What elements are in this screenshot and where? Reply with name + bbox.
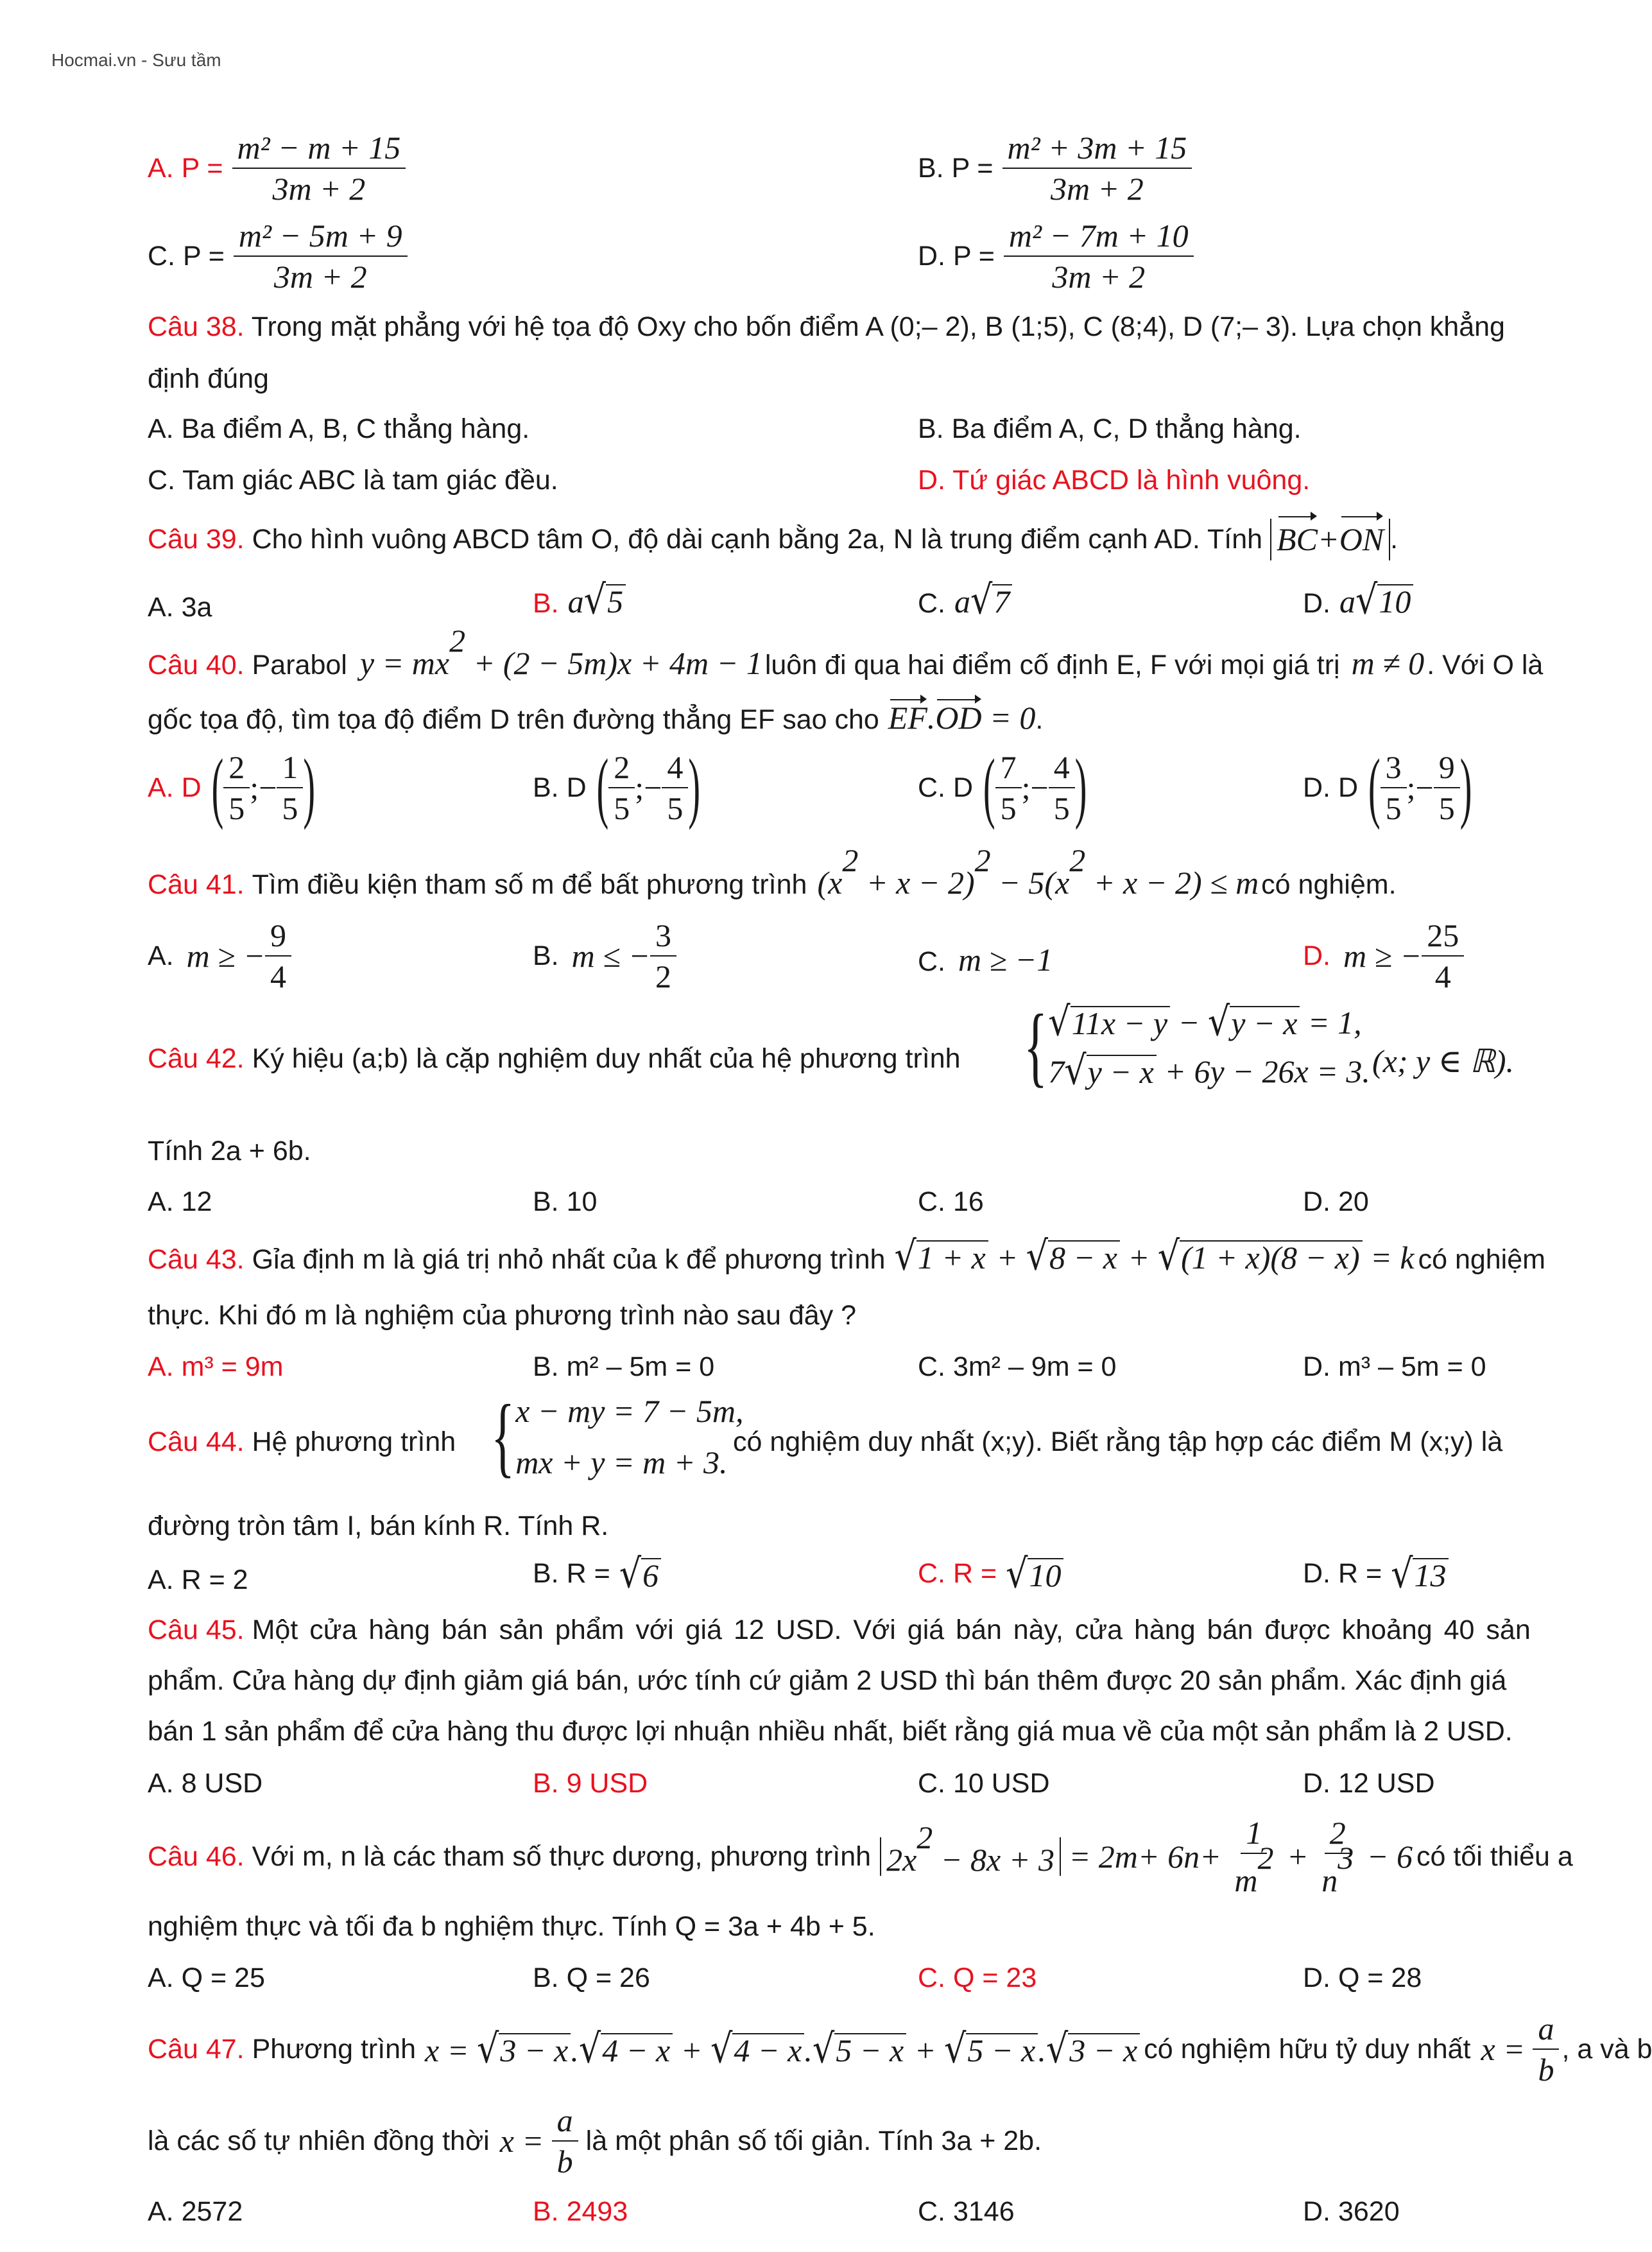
q40-c-y-den: 5 [1053,790,1070,826]
q39-b-radicand: 5 [606,584,626,618]
q40-c-y-num: 4 [1049,751,1075,788]
q40-option-d-label: D. D [1303,772,1358,803]
q44-option-c [918,1550,1063,1597]
q37-option-a [148,132,406,205]
q43-option-c: C. 3m² – 9m = 0 [918,1351,1117,1382]
q45-option-d: D. 12 USD [1303,1768,1435,1799]
q40-m-condition: m ≠ 0 [1351,645,1425,681]
q47-label: Câu 47. [148,2033,245,2065]
q39-line1: Câu 39. Cho hình vuông ABCD tâm O, độ dài cạnh bằng 2a, N là trung điểm cạnh AD. Tính BC+ON . [148,519,1398,560]
q41-b-num: 3 [650,919,676,957]
q38-option-b: B. Ba điểm A, C, D thẳng hàng. [918,413,1302,444]
q41-a-den: 4 [270,958,286,994]
q39-option-c-label: C. [918,588,945,619]
q44-text2: đường tròn tâm I, bán kính R. Tính R. [148,1511,609,1541]
q37-b-num: m² + 3m + 15 [1002,132,1192,169]
q41-option-a-label: A. [148,940,174,971]
q37-option-c-label: C. P = [148,240,225,272]
q40-d-y [1434,751,1460,824]
q43-text1b: có nghiệm [1418,1244,1545,1275]
q41-option-b: B. m ≤ − $\frac{3}{2}$ [533,919,676,992]
q47-option-c: C. 3146 [918,2196,1015,2227]
q39-label: Câu 39. [148,523,245,555]
q47-line1 [148,2011,1652,2088]
q41-option-a: A. m ≥ − $\frac{9}{4}$ [148,919,291,992]
q47-line2 [148,2104,1042,2178]
q37-option-b [918,132,1192,205]
q37-option-d [918,220,1194,293]
q40-a-x [223,751,250,824]
q40-option-c-label: C. D [918,772,973,803]
q39-option-c [918,576,1012,623]
q47-equation: x = √ 3 − x . √ 4 − x + √ 4 − x . √ 5 − x + √ 5 − x . √ 3 − x [425,2032,1140,2066]
q41-b-den: 2 [655,958,671,994]
q41-d-frac [1422,919,1464,992]
q41-option-d-label: D. [1303,940,1330,971]
q40-dot-product: EF.OD = 0 [888,700,1036,736]
q44-d-radicand: 13 [1413,1558,1449,1591]
q43-label: Câu 43. [148,1244,245,1275]
q40-c-x [995,751,1022,824]
q47-text1a: Phương trình [252,2033,417,2065]
q40-d-x-num: 3 [1381,751,1407,788]
q39-c-radical: √ 7 [970,583,1012,618]
q40-line2: gốc tọa độ, tìm tọa độ điểm D trên đường thẳng EF sao cho EF.OD = 0 . [148,700,1044,736]
q37-b-den: 3m + 2 [1050,171,1144,207]
q40-option-b: B. D ( $\frac{2}{5}$ ;− $\frac{4}{5}$ ) [533,743,701,832]
q42-brace: { [1024,996,1048,1096]
q38-label: Câu 38. [148,311,245,342]
q39-option-b [533,576,626,623]
q43-option-b: B. m² – 5m = 0 [533,1351,715,1382]
q37-option-c [148,220,408,293]
q47-text2a: là các số tự nhiên đồng thời [148,2125,490,2156]
q40-b-y-num: 4 [662,751,688,788]
page-header: Hocmai.vn - Sưu tầm [51,50,221,70]
q38-option-a: A. Ba điểm A, B, C thẳng hàng. [148,413,530,444]
q41-inequality: $(x^2 + x - 2)^2 - 5(x^2 + x - 2) \le m$ [817,842,1259,901]
q40-option-a: A. D ( $\frac{2}{5}$ ;− $\frac{1}{5}$ ) [148,743,316,832]
q44-option-c-label: C. R = [918,1558,997,1589]
q39-text: Cho hình vuông ABCD tâm O, độ dài cạnh bằng 2a, N là trung điểm cạnh AD. Tính [252,523,1263,555]
q41-text2: có nghiệm. [1261,869,1397,900]
q42-option-b: B. 10 [533,1186,598,1217]
q40-option-b-label: B. D [533,772,587,803]
q40-a-x-num: 2 [223,751,250,788]
q44-line1a [148,1428,456,1456]
q44-c-radical: √ 10 [1006,1557,1063,1591]
q45-option-b: B. 9 USD [533,1768,648,1799]
q44-system [481,1387,744,1486]
q47-text1c: , a và b [1562,2033,1652,2065]
q39-b-radical: √ 5 [584,583,626,618]
q39-b-a: a [567,584,584,619]
q42-option-c: C. 16 [918,1186,984,1217]
q40-line1 [148,623,1544,681]
q40-d-x [1381,751,1407,824]
q47-option-a: A. 2572 [148,2196,243,2227]
q39-d-a: a [1339,584,1355,619]
q39-c-a: a [954,584,970,619]
q40-a-y-num: 1 [277,751,303,788]
q40-text2: gốc tọa độ, tìm tọa độ điểm D trên đường thẳng EF sao cho [148,704,879,735]
q46-option-a: A. Q = 25 [148,1962,265,1993]
q38-line1 [148,313,1505,341]
q45-text3: bán 1 sản phẩm để cửa hàng thu được lợi nhuận nhiều nhất, biết rằng giá mua về của một sản phẩm là 2 USD. [148,1716,1513,1747]
q46-line1 [148,1817,1592,1896]
q45-text2: phẩm. Cửa hàng dự định giảm giá bán, ước tính cứ giảm 2 USD thì bán thêm được 20 sản phẩm. Xác định giá [148,1665,1507,1696]
q39-d-radical: √ 10 [1355,583,1413,618]
q37-a-den: 3m + 2 [272,171,366,207]
q40-c-y [1049,751,1075,824]
q42-eq1: √ 11x − y − √ y − x = 1, [1048,998,1362,1045]
q47-option-d: D. 3620 [1303,2196,1400,2227]
q42-system [1014,996,1370,1096]
q40-text1b: luôn đi qua hai điểm cố định E, F với mọi giá trị [764,650,1340,680]
q44-eq2: mx + y = m + 3. [515,1444,728,1480]
q40-option-c: C. D ( $\frac{7}{5}$ ;− $\frac{4}{5}$ ) [918,743,1087,832]
q44-eq1: x − my = 7 − 5m, [515,1393,744,1429]
q42-eq2: 7 √ y − x + 6y − 26x = 3. [1048,1047,1370,1094]
q44-option-b [533,1550,661,1597]
q43-line1 [148,1233,1545,1279]
q42-text: Ký hiệu (a;b) là cặp nghiệm duy nhất của hệ phương trình [252,1043,961,1074]
q41-a-frac [265,919,291,992]
q47-text2b: là một phân số tối giản. Tính 3a + 2b. [585,2125,1042,2156]
q40-text1a: Parabol [252,650,347,680]
q39-c-radicand: 7 [992,584,1012,618]
q47-option-b: B. 2493 [533,2196,628,2227]
q47-text1b: có nghiệm hữu tỷ duy nhất [1144,2033,1471,2065]
q40-label: Câu 40. [148,650,245,680]
q41-option-b-label: B. [533,940,559,971]
q41-d-den: 4 [1434,958,1451,994]
q38-option-d: D. Tứ giác ABCD là hình vuông. [918,465,1311,496]
q46-option-d: D. Q = 28 [1303,1962,1422,1993]
q44-c-radicand: 10 [1028,1558,1063,1591]
q45-label: Câu 45. [148,1615,245,1645]
q42-domain: (x; y ∈ ℝ). [1372,1043,1514,1079]
q40-d-y-den: 5 [1438,790,1455,826]
q41-b-frac [650,919,676,992]
q43-text1a: Gỉa định m là giá trị nhỏ nhất của k để phương trình [252,1244,886,1275]
q37-option-d-label: D. P = [918,240,995,272]
q38-text1: Trong mặt phẳng với hệ tọa độ Oxy cho bốn điểm A (0;– 2), B (1;5), C (8;4), D (7;– 3). Lựa chọn khẳng [251,311,1505,342]
q37-d-num: m² − 7m + 10 [1004,220,1194,257]
q37-c-num: m² − 5m + 9 [234,220,408,257]
q44-label: Câu 44. [148,1426,245,1457]
q42-line1 [148,1045,961,1073]
q37-option-b-label: B. P = [918,152,994,184]
q40-b-x [608,751,635,824]
q46-label: Câu 46. [148,1841,245,1872]
q44-text1a: Hệ phương trình [252,1426,456,1457]
q47-x-frac2: x = $\frac{a}{b}$ [500,2104,578,2178]
q37-d-den: 3m + 2 [1052,259,1146,295]
q44-text1b: có nghiệm duy nhất (x;y). Biết rằng tập hợp các điểm M (x;y) là [733,1426,1503,1457]
q40-b-x-den: 5 [614,790,630,826]
q40-a-x-den: 5 [228,790,245,826]
q42-text2: Tính 2a + 6b. [148,1136,311,1166]
q40-c-x-den: 5 [1000,790,1017,826]
q39-d-radicand: 10 [1377,584,1413,618]
q43-option-a: A. m³ = 9m [148,1351,284,1382]
q43-option-d: D. m³ – 5m = 0 [1303,1351,1486,1382]
q41-c-value: m ≥ −1 [958,942,1053,978]
q39-option-d [1303,576,1413,623]
q37-option-b-fraction [1002,132,1192,205]
q45-line1 [148,1616,1592,1644]
q37-option-c-fraction [234,220,408,293]
q37-c-den: 3m + 2 [273,259,367,295]
q44-option-b-label: B. R = [533,1558,610,1589]
q37-a-num: m² − m + 15 [232,132,406,169]
q43-text2: thực. Khi đó m là nghiệm của phương trình nào sau đây ? [148,1300,857,1331]
q39-option-b-label: B. [533,588,559,619]
q44-b-radical: √ 6 [619,1557,661,1591]
q41-option-d: D. m ≥ − $\frac{25}{4}$ [1303,919,1464,992]
q44-option-d [1303,1550,1449,1597]
q44-d-radical: √ 13 [1391,1557,1449,1591]
q44-b-radicand: 6 [641,1558,661,1591]
q42-label: Câu 42. [148,1043,245,1074]
q40-b-y-den: 5 [667,790,684,826]
q37-option-d-fraction [1004,220,1194,293]
q40-c-x-num: 7 [995,751,1022,788]
q47-x-frac1: x = $\frac{a}{b}$ [1481,2013,1559,2086]
q41-text1: Tìm điều kiện tham số m để bất phương trình [252,869,807,900]
q44-brace: { [491,1387,515,1486]
q41-d-num: 25 [1422,919,1464,957]
q45-option-c: C. 10 USD [918,1768,1050,1799]
q40-option-a-label: A. D [148,772,202,803]
q43-equation: √ 1 + x + √ 8 − x + √ (1 + x)(8 − x) = k [894,1233,1415,1279]
q38-option-c: C. Tam giác ABC là tam giác đều. [148,465,558,496]
q41-option-c-label: C. [918,946,945,977]
q38-text2: định đúng [148,363,269,394]
q40-text1c: . Với O là [1427,650,1544,680]
q45-text1: Một cửa hàng bán sản phẩm với giá 12 USD. Với giá bán này, cửa hàng bán được khoảng 40 sản [252,1615,1531,1645]
q45-option-a: A. 8 USD [148,1768,263,1799]
q44-option-a: A. R = 2 [148,1564,248,1595]
q46-text2: nghiệm thực và tối đa b nghiệm thực. Tính Q = 3a + 4b + 5. [148,1911,875,1942]
q40-a-y [277,751,303,824]
q46-text1a: Với m, n là các tham số thực dương, phương trình [252,1841,872,1872]
q40-option-d: D. D ( $\frac{3}{5}$ ;− $\frac{9}{5}$ ) [1303,743,1472,832]
q41-label: Câu 41. [148,869,245,900]
q40-b-x-num: 2 [608,751,635,788]
q41-a-num: 9 [265,919,291,957]
q44-option-d-label: D. R = [1303,1558,1382,1589]
q40-d-x-den: 5 [1385,790,1402,826]
q40-d-y-num: 9 [1434,751,1460,788]
q46-option-b: B. Q = 26 [533,1962,650,1993]
q40-a-y-den: 5 [282,790,298,826]
q46-option-c: C. Q = 23 [918,1962,1037,1993]
q41-option-c [918,944,1053,976]
q41-line1 [148,842,1397,901]
q40-parabol-eq: $y = mx^2 + (2 - 5m)x + 4m - 1$ [359,623,762,681]
q39-option-d-label: D. [1303,588,1330,619]
q46-text1b: có tối thiểu a [1416,1841,1573,1872]
q42-option-d: D. 20 [1303,1186,1369,1217]
q37-option-a-fraction [232,132,406,205]
q46-equation: $2x^2 - 8x + 3$ = 2 m + 6 n + $\frac{1}{m^2}$ + $\frac{2}{n^3}$ − 6 [880,1817,1413,1896]
q37-option-a-label: A. P = [148,152,223,184]
q40-b-y [662,751,688,824]
q39-vector-sum: BC+ON [1270,519,1390,560]
q42-option-a: A. 12 [148,1186,212,1217]
q39-option-a: A. 3a [148,592,212,623]
